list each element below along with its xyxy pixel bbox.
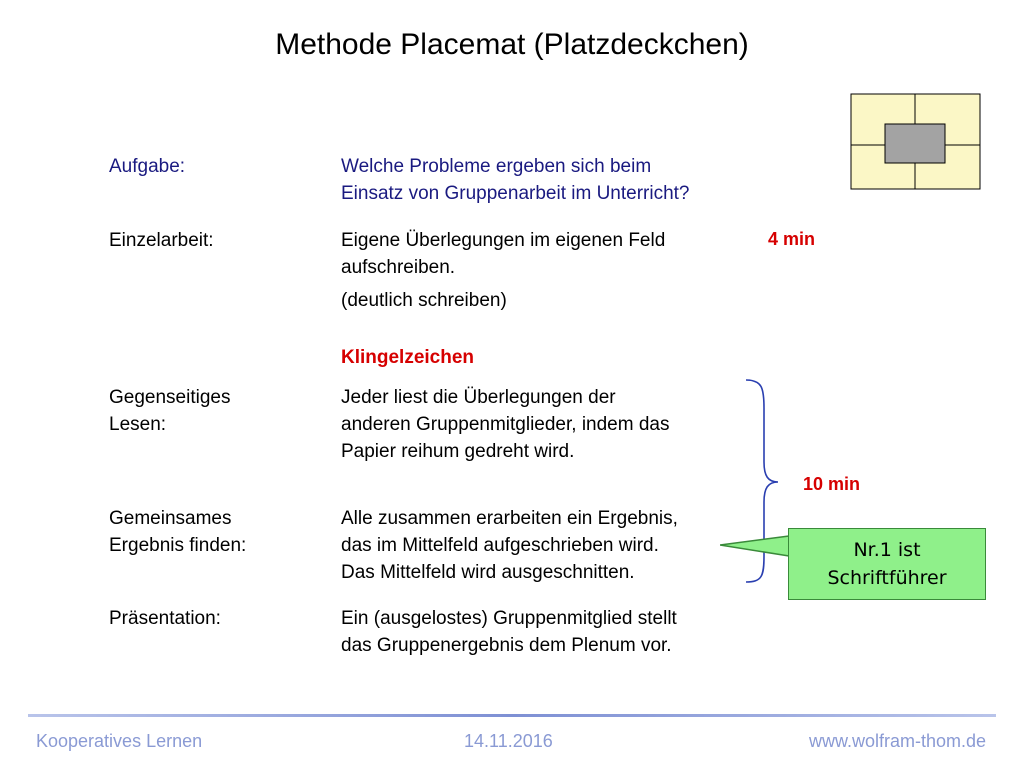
text-lesen: Jeder liest die Überlegungen der anderen Gruppenmitglieder, indem das Papier reihum gedreht wird.	[341, 387, 670, 462]
placemat-center-field	[885, 124, 945, 163]
placemat-diagram	[850, 93, 982, 191]
label-aufgabe: Aufgabe:	[109, 156, 186, 177]
text-ergebnis: Alle zusammen erarbeiten ein Ergebnis, das im Mittelfeld aufgeschrieben wird. Das Mittelfeld wird ausgeschnitten.	[341, 508, 678, 583]
time-brace: 10 min	[803, 474, 861, 494]
callout-schriftfuehrer: Nr.1 ist Schriftführer	[788, 528, 986, 600]
label-ergebnis: Gemeinsames Ergebnis finden:	[109, 508, 247, 556]
label-einzelarbeit: Einzelarbeit:	[109, 230, 214, 251]
footer-divider	[28, 714, 996, 717]
label-lesen: Gegenseitiges Lesen:	[109, 387, 231, 435]
text-aufgabe: Welche Probleme ergeben sich beim Einsatz von Gruppenarbeit im Unterricht?	[341, 156, 690, 204]
note-deutlich: (deutlich schreiben)	[341, 290, 507, 311]
text-einzelarbeit: Eigene Überlegungen im eigenen Feld aufschreiben.	[341, 230, 666, 278]
footer-url: www.wolfram-thom.de	[808, 731, 986, 751]
footer-left: Kooperatives Lernen	[36, 731, 203, 751]
time-einzelarbeit: 4 min	[768, 229, 816, 249]
signal-klingelzeichen: Klingelzeichen	[341, 347, 475, 368]
label-praesentation: Präsentation:	[109, 608, 221, 629]
callout-pointer-icon	[720, 528, 790, 568]
footer-date: 14.11.2016	[464, 731, 553, 751]
slide-title: Methode Placemat (Platzdeckchen)	[275, 28, 749, 61]
text-praesentation: Ein (ausgelostes) Gruppenmitglied stellt das Gruppenergebnis dem Plenum vor.	[341, 608, 677, 656]
